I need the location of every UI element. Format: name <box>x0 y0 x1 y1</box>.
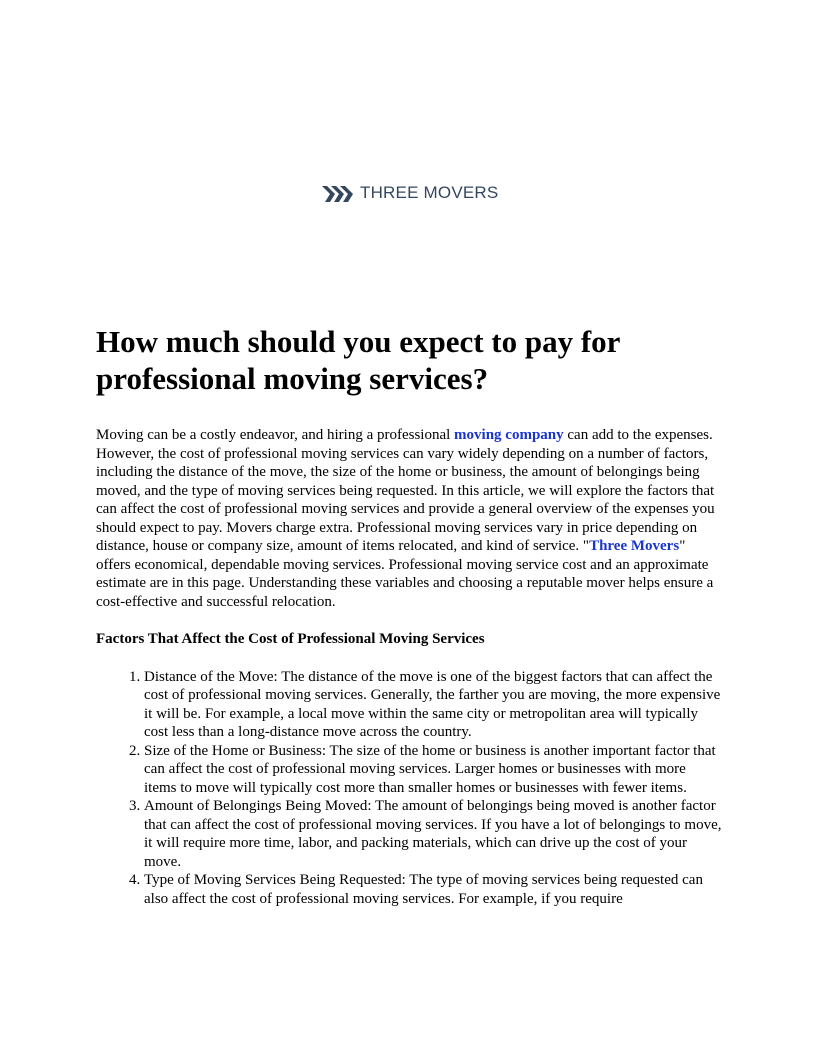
factors-list <box>96 668 722 909</box>
three-movers-link[interactable]: Three Movers <box>589 538 680 554</box>
intro-text-part-2: can add to the expenses. However, the cost of professional moving services can vary widely depending on a number of factors, including the distance of the move, the size of the home or business, the amount of belongings being moved, and the type of moving services being requested. In this article, we will explore the factors that can affect the cost of professional moving services and provide a general overview of the expenses you should expect to pay. Movers charge extra. Professional moving services vary in price depending on distance, house or company size, amount of items relocated, and kind of service. " <box>96 427 715 554</box>
intro-text-part-3: " offers economical, dependable moving services. Professional moving service cost and an approximate estimate are in this page. Understanding these variables and choosing a reputable mover helps ensure a cost-effective and successful relocation. <box>96 538 714 610</box>
section-heading: Factors That Affect the Cost of Professional Moving Services <box>96 631 485 647</box>
article-title: How much should you expect to pay for professional moving services? <box>96 324 620 396</box>
article-content <box>96 323 722 908</box>
intro-paragraph <box>96 426 722 611</box>
three-movers-logo <box>322 180 498 206</box>
logo-text: THREE MOVERS <box>360 183 499 202</box>
moving-company-link[interactable]: moving company <box>454 427 564 443</box>
intro-text-part-1: Moving can be a costly endeavor, and hiring a professional <box>96 427 455 443</box>
list-item: 3. Amount of Belongings Being Moved: The amount of belongings being moved is another factor that can affect the cost of professional moving services. If you have a lot of belongings to move, it will require more time, labor, and packing materials, which can drive up the cost of your move. <box>144 797 722 871</box>
three-chevrons-logo-icon <box>322 182 356 204</box>
list-item: 1. Distance of the Move: The distance of the move is one of the biggest factors that can affect the cost of professional moving services. Generally, the farther you are moving, the more expensive it will be. For example, a local move within the same city or metropolitan area will typically cost less than a long-distance move across the country. <box>144 668 722 742</box>
list-item: 2. Size of the Home or Business: The size of the home or business is another important factor that can affect the cost of professional moving services. Larger homes or businesses with more items to move will typically cost more than smaller homes or businesses with fewer items. <box>144 742 722 798</box>
list-item: 4. Type of Moving Services Being Requested: The type of moving services being requested can also affect the cost of professional moving services. For example, if you require <box>144 871 722 908</box>
